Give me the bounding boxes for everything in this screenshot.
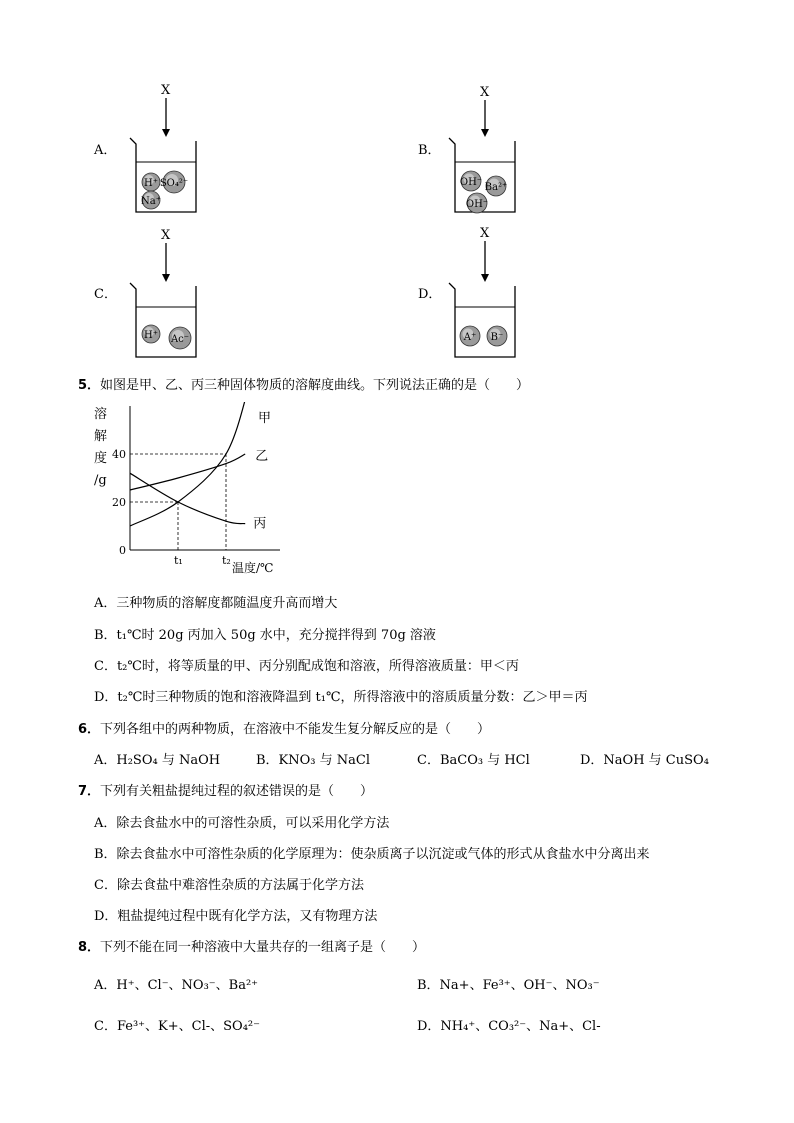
ion-label: H⁺ xyxy=(144,330,158,341)
beaker-3 xyxy=(94,228,196,357)
ion-particle xyxy=(141,191,161,209)
solubility-chart xyxy=(90,402,290,582)
q6-option-d[interactable]: D．NaOH 与 CuSO₄ xyxy=(580,753,709,768)
reagent-label: X xyxy=(161,228,171,243)
y-axis-label-char: 解 xyxy=(94,429,108,444)
ion-particle xyxy=(485,176,508,196)
y-tick-label: 40 xyxy=(112,448,126,461)
q5-option-b[interactable]: B．t₁℃时 20g 丙加入 50g 水中，充分搅拌得到 70g 溶液 xyxy=(94,628,436,643)
ion-particle xyxy=(142,325,160,343)
q8-option-c[interactable]: C．Fe³⁺、K+、Cl-、SO₄²⁻ xyxy=(94,1019,260,1034)
ion-particle xyxy=(142,173,160,191)
ion-label: B⁻ xyxy=(490,332,504,343)
beaker-4 xyxy=(418,226,515,357)
series-label: 甲 xyxy=(258,411,272,426)
y-tick-label: 0 xyxy=(119,544,126,557)
y-axis-label-char: /g xyxy=(94,473,107,488)
beaker-1 xyxy=(93,83,196,212)
question-8-title: 8．下列不能在同一种溶液中大量共存的一组离子是（ ） xyxy=(78,940,426,955)
arrow-head xyxy=(481,129,489,137)
beaker-2 xyxy=(418,85,515,213)
q6-option-c[interactable]: C．BaCO₃ 与 HCl xyxy=(417,753,530,768)
series-label: 乙 xyxy=(255,449,269,464)
beaker-option-letter: B． xyxy=(418,143,441,158)
q8-option-b[interactable]: B．Na+、Fe³⁺、OH⁻、NO₃⁻ xyxy=(417,978,600,993)
arrow-head xyxy=(481,274,489,282)
q5-option-c[interactable]: C．t₂℃时，将等质量的甲、丙分别配成饱和溶液，所得溶液质量：甲＜丙 xyxy=(94,659,519,674)
ion-label: SO₄²⁻ xyxy=(159,178,189,189)
series-label: 丙 xyxy=(253,516,267,532)
ion-label: A⁺ xyxy=(463,332,477,343)
beaker-diagrams xyxy=(0,0,794,370)
q6-option-a[interactable]: A．H₂SO₄ 与 NaOH xyxy=(94,753,221,768)
q7-option-d[interactable]: D．粗盐提纯过程中既有化学方法，又有物理方法 xyxy=(94,909,378,924)
q7-option-c[interactable]: C．除去食盐中难溶性杂质的方法属于化学方法 xyxy=(94,878,364,893)
question-6-title: 6．下列各组中的两种物质，在溶液中不能发生复分解反应的是（ ） xyxy=(78,722,491,737)
x-tick-label: t₁ xyxy=(174,554,183,567)
x-tick-label: t₂ xyxy=(222,554,231,567)
ion-label: Na⁺ xyxy=(141,196,161,207)
reagent-label: X xyxy=(480,226,490,241)
q5-option-a[interactable]: A．三种物质的溶解度都随温度升高而增大 xyxy=(94,596,338,611)
ion-label: Ba²⁺ xyxy=(484,182,508,193)
ion-particle xyxy=(460,326,480,346)
y-axis-label-char: 溶 xyxy=(94,407,108,422)
q5-option-d[interactable]: D．t₂℃时三种物质的饱和溶液降温到 t₁℃，所得溶液中的溶质质量分数：乙＞甲＝丙 xyxy=(94,690,588,705)
y-axis-label-char: 度 xyxy=(94,451,108,466)
q7-option-b[interactable]: B．除去食盐水中可溶性杂质的化学原理为：使杂质离子以沉淀或气体的形式从食盐水中分离出来 xyxy=(94,847,650,862)
ion-label: Ac⁻ xyxy=(170,334,190,345)
q8-option-d[interactable]: D．NH₄⁺、CO₃²⁻、Na+、Cl- xyxy=(417,1019,601,1034)
arrow-head xyxy=(162,129,170,137)
q6-option-b[interactable]: B．KNO₃ 与 NaCl xyxy=(256,753,371,768)
ion-label: OH⁻ xyxy=(465,199,489,210)
ion-particle xyxy=(487,326,507,346)
ion-particle xyxy=(460,171,482,191)
ion-label: H⁺ xyxy=(144,178,158,189)
beaker-option-letter: C． xyxy=(94,287,117,302)
ion-particle xyxy=(466,193,488,213)
y-tick-label: 20 xyxy=(112,496,126,509)
beaker-outline xyxy=(130,138,196,212)
arrow-head xyxy=(162,274,170,282)
ion-particle xyxy=(169,327,191,349)
ion-particle xyxy=(160,171,188,193)
q8-option-a[interactable]: A．H⁺、Cl⁻、NO₃⁻、Ba²⁺ xyxy=(94,978,259,993)
reagent-label: X xyxy=(480,85,490,100)
beaker-option-letter: D． xyxy=(418,287,442,302)
x-axis-label: 温度/℃ xyxy=(232,561,274,575)
beaker-outline xyxy=(449,283,515,357)
beaker-option-letter: A． xyxy=(94,143,117,158)
series-line-丙 xyxy=(130,473,245,523)
question-7-title: 7．下列有关粗盐提纯过程的叙述错误的是（ ） xyxy=(78,784,374,799)
ion-label: OH⁻ xyxy=(459,177,483,188)
reagent-label: X xyxy=(161,83,171,98)
question-5-title: 5．如图是甲、乙、丙三种固体物质的溶解度曲线。下列说法正确的是（ ） xyxy=(78,378,530,393)
q7-option-a[interactable]: A．除去食盐水中的可溶性杂质，可以采用化学方法 xyxy=(94,816,390,831)
